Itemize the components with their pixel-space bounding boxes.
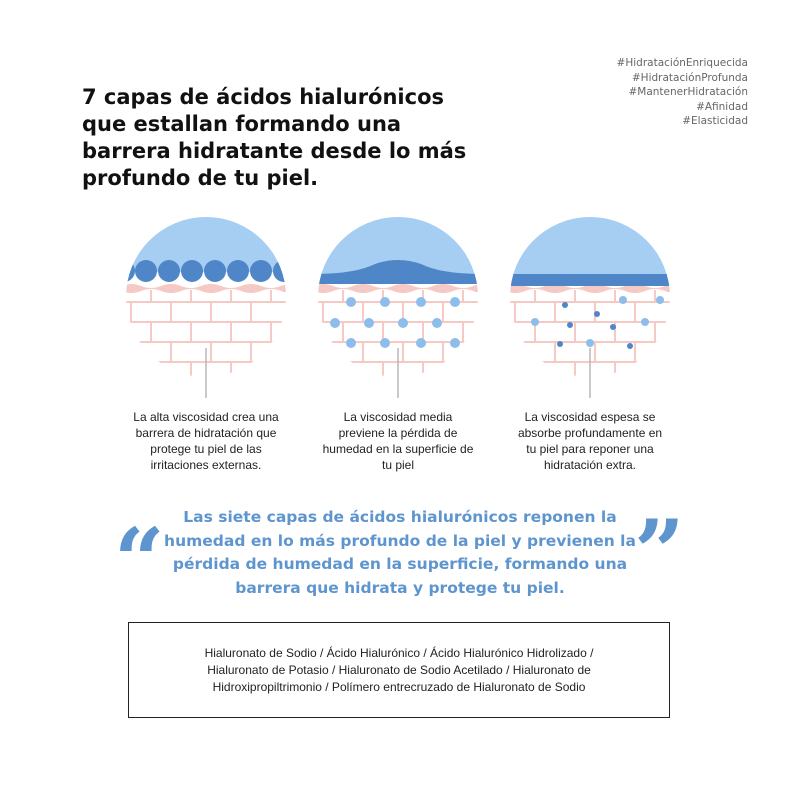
caption-line: previene la pérdida de bbox=[338, 426, 458, 440]
close-quote-icon: ” bbox=[634, 500, 685, 604]
caption-line: absorbe profundamente en bbox=[517, 426, 663, 440]
hashtag-list bbox=[617, 56, 748, 129]
skin-diagram-medium-viscosity bbox=[313, 212, 483, 402]
headline bbox=[82, 84, 502, 192]
headline-line: profundo de tu piel. bbox=[82, 166, 319, 190]
hashtag: #Elasticidad bbox=[682, 115, 748, 127]
headline-line: que estallan formando una bbox=[82, 112, 402, 136]
hashtag: #HidrataciónEnriquecida bbox=[616, 57, 748, 69]
caption-line: La viscosidad media bbox=[343, 410, 453, 424]
caption-line: protege tu piel de las bbox=[150, 442, 262, 456]
ingredients-line: Hialuronato de Potasio / Hialuronato de Sodio Acetilado / Hialuronato de bbox=[207, 662, 591, 677]
headline-line: 7 capas de ácidos hialurónicos bbox=[82, 85, 445, 109]
quote-line: barrera que hidrata y protege tu piel. bbox=[235, 578, 565, 597]
quote-line: humedad en lo más profundo de la piel y previenen la bbox=[164, 531, 636, 550]
hashtag: #Afinidad bbox=[696, 100, 748, 113]
caption-line: tu piel bbox=[381, 458, 415, 472]
quote-line: pérdida de humedad en la superficie, formando una bbox=[172, 555, 628, 573]
diagram-caption-2 bbox=[303, 409, 493, 473]
ingredients-line: Hidroxipropiltrimonio / Polímero entrecruzado de Hialuronato de Sodio bbox=[212, 679, 586, 694]
hashtag: #MantenerHidratación bbox=[628, 86, 748, 98]
skin-diagram-high-viscosity bbox=[121, 212, 291, 402]
headline-line: barrera hidratante desde lo más bbox=[82, 139, 467, 163]
quote-line: Las siete capas de ácidos hialurónicos reponen la bbox=[183, 508, 617, 526]
ingredients-line: Hialuronato de Sodio / Ácido Hialurónico / Ácido Hialurónico Hidrolizado / bbox=[204, 645, 594, 660]
caption-line: hidratación extra. bbox=[543, 458, 637, 472]
caption-line: humedad en la superficie de bbox=[322, 442, 474, 456]
caption-line: barrera de hidratación que bbox=[135, 426, 277, 440]
caption-line: La alta viscosidad crea una bbox=[133, 410, 279, 424]
caption-line: irritaciones externas. bbox=[150, 458, 262, 472]
open-quote-icon: “ bbox=[114, 508, 165, 612]
skin-diagram-thick-viscosity bbox=[505, 212, 675, 402]
diagram-caption-3 bbox=[495, 409, 685, 473]
caption-line: La viscosidad espesa se bbox=[524, 410, 656, 424]
caption-line: tu piel para reponer una bbox=[526, 442, 654, 456]
pull-quote bbox=[160, 506, 640, 600]
hashtag: #HidrataciónProfunda bbox=[631, 71, 748, 84]
diagram-caption-1 bbox=[111, 409, 301, 473]
ingredients-box bbox=[128, 622, 670, 718]
